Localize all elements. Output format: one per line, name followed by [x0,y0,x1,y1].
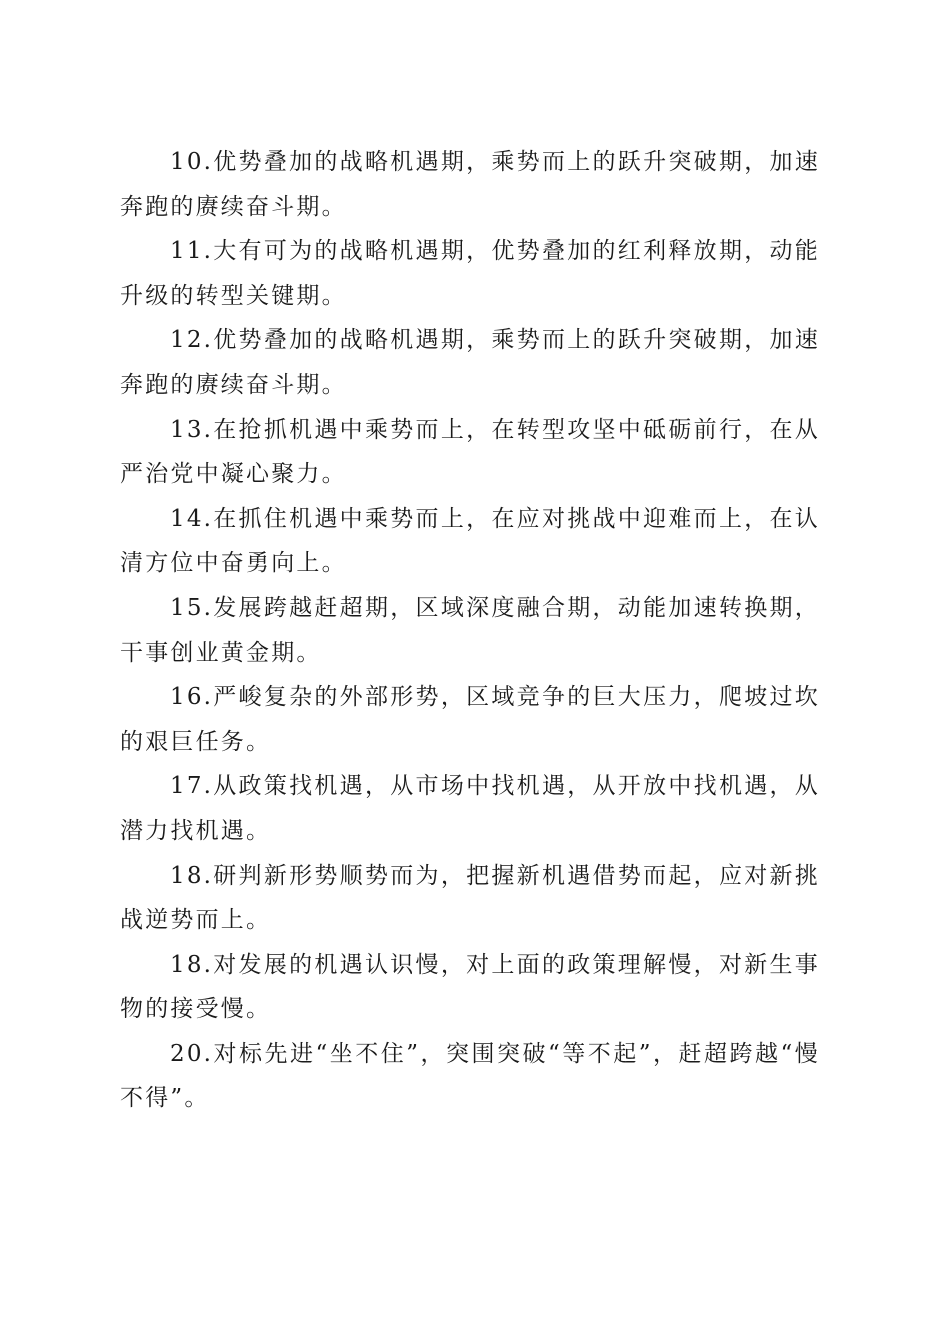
paragraph-item: 10.优势叠加的战略机遇期，乘势而上的跃升突破期，加速奔跑的赓续奋斗期。 [120,149,820,220]
paragraph-item: 11.大有可为的战略机遇期，优势叠加的红利释放期，动能升级的转型关键期。 [120,238,820,309]
paragraph-item: 14.在抓住机遇中乘势而上，在应对挑战中迎难而上，在认清方位中奋勇向上。 [120,505,820,577]
paragraph-item: 13.在抢抓机遇中乘势而上，在转型攻坚中砥砺前行，在从严治党中凝心聚力。 [120,416,820,488]
paragraph-item: 17.从政策找机遇，从市场中找机遇，从开放中找机遇，从潜力找机遇。 [120,773,820,844]
paragraph-item: 18.对发展的机遇认识慢，对上面的政策理解慢，对新生事物的接受慢。 [120,951,820,1023]
paragraph-item: 16.严峻复杂的外部形势，区域竞争的巨大压力，爬坡过坎的艰巨任务。 [120,684,820,755]
paragraph-item: 15.发展跨越赶超期，区域深度融合期，动能加速转换期，干事创业黄金期。 [120,594,820,666]
paragraph-item: 18.研判新形势顺势而为，把握新机遇借势而起，应对新挑战逆势而上。 [120,862,820,934]
paragraph-item: 20.对标先进“坐不住”，突围突破“等不起”，赶超跨越“慢不得”。 [120,1040,820,1112]
document-body [120,140,820,1121]
paragraph-item: 12.优势叠加的战略机遇期，乘势而上的跃升突破期，加速奔跑的赓续奋斗期。 [120,327,820,398]
